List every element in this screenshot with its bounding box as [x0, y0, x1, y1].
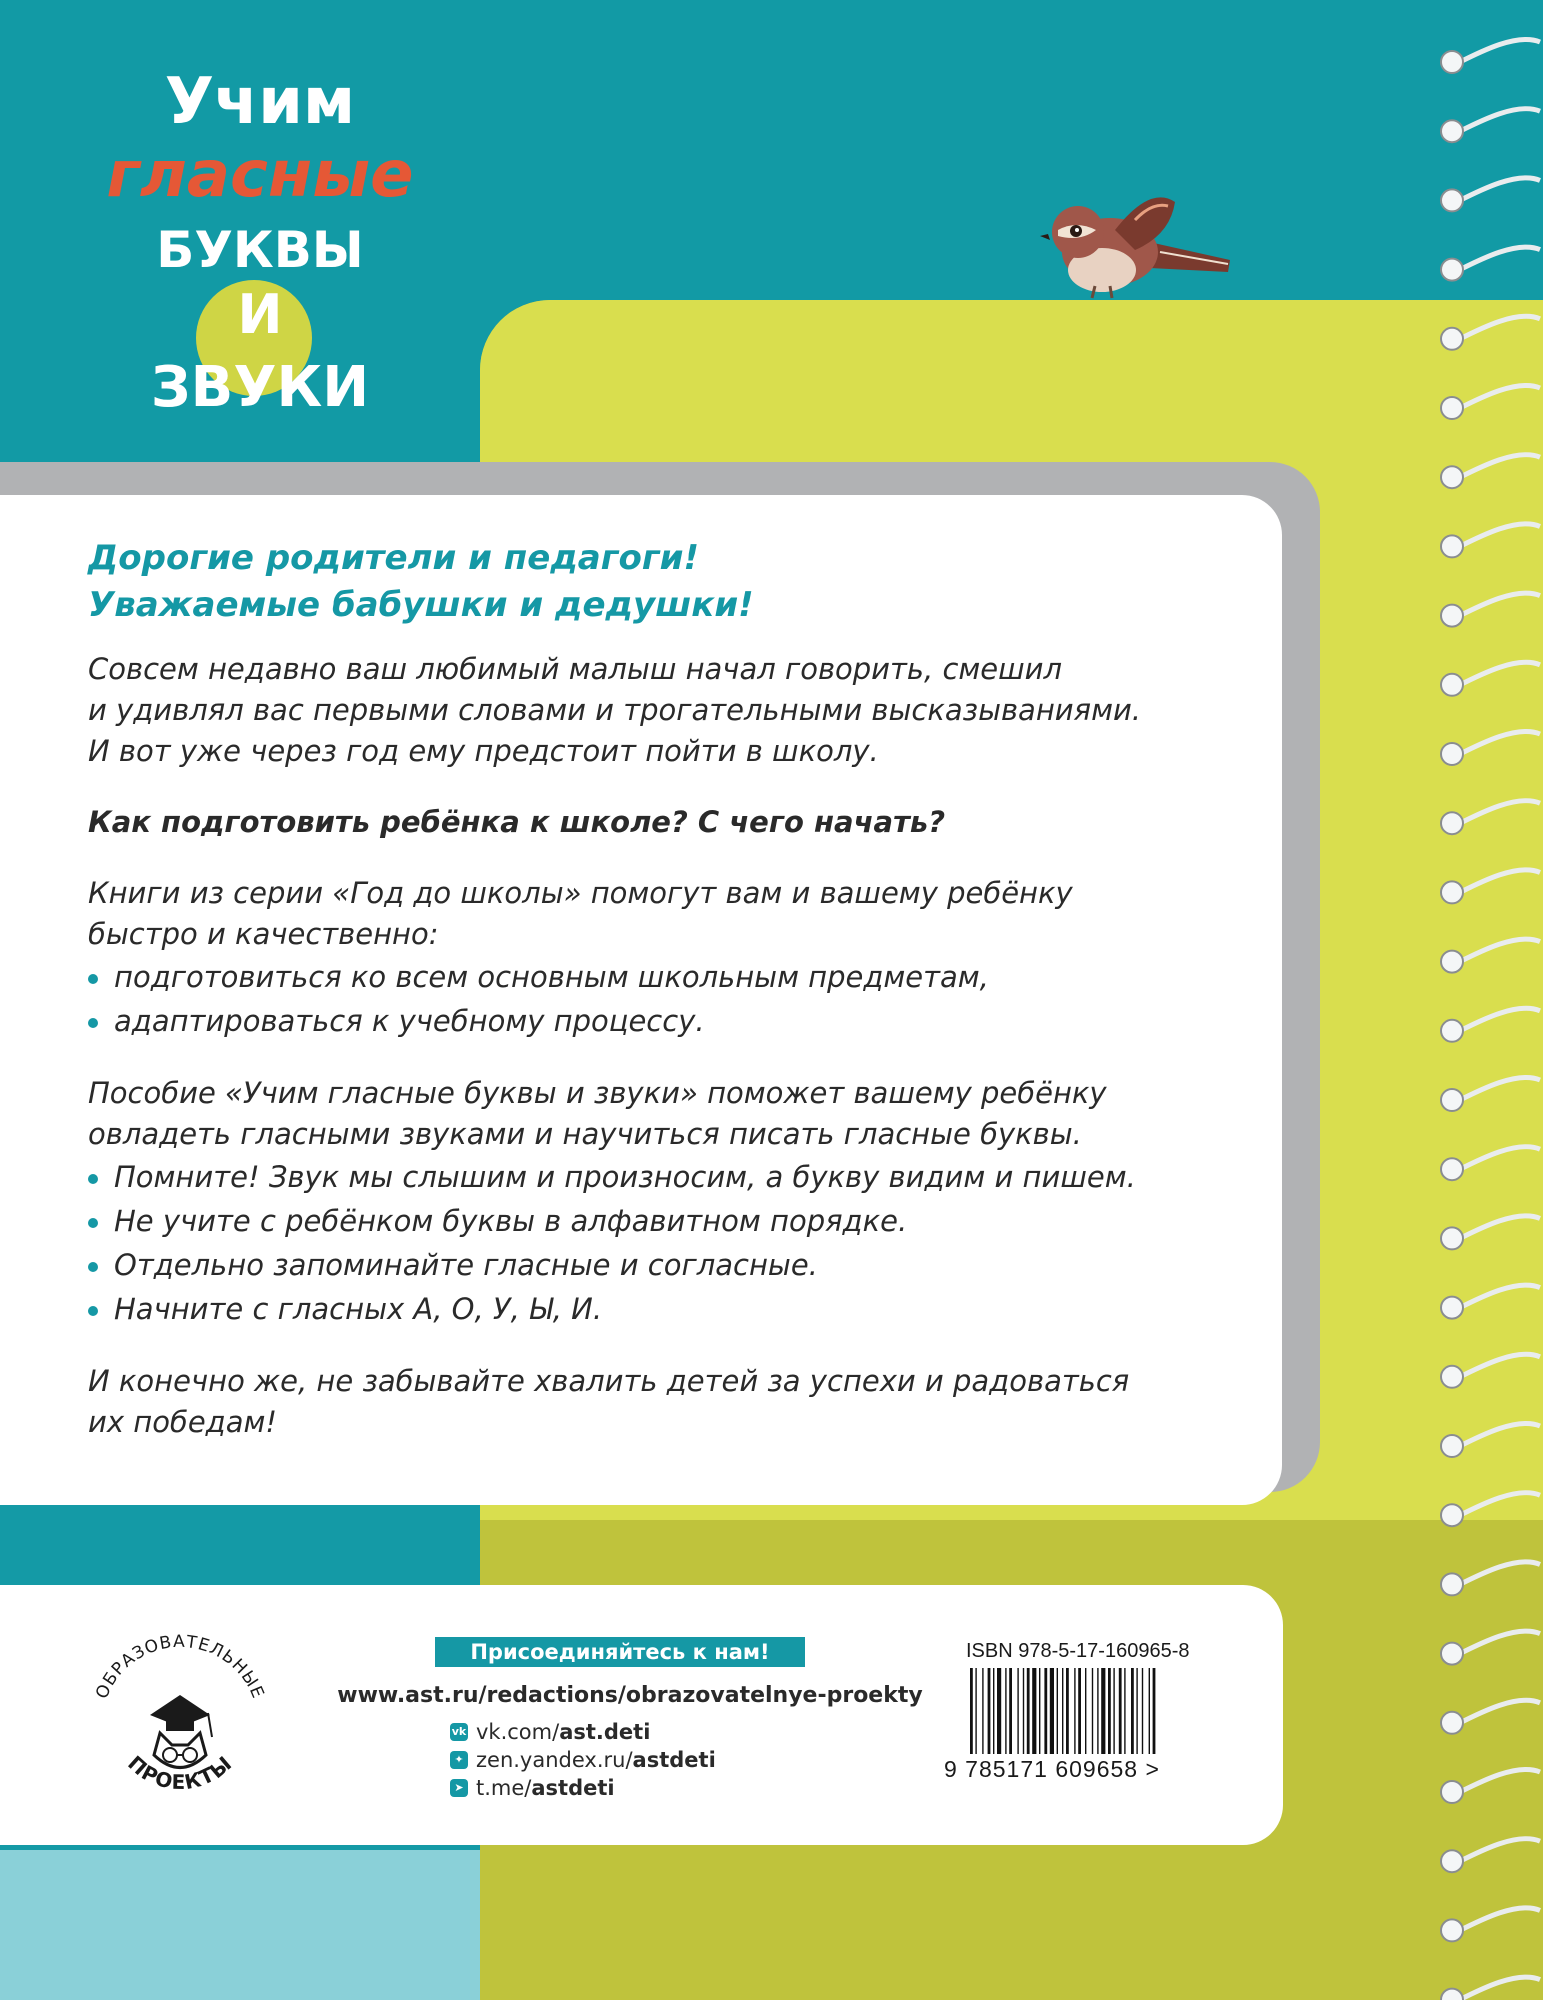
closing-line: И конечно же, не забывайте хвалить детей за успехи и радоваться	[88, 1364, 1130, 1398]
letter-text	[88, 535, 1238, 1443]
manual-line: Пособие «Учим гласные буквы и звуки» поможет вашему ребёнку	[88, 1076, 1107, 1110]
series-line: Книги из серии «Год до школы» помогут вам и вашему ребёнку	[88, 876, 1073, 910]
spiral-ring	[1441, 39, 1540, 73]
spiral-ring	[1441, 593, 1540, 627]
telegram-icon: ➤	[450, 1779, 468, 1797]
barcode-bar	[1097, 1668, 1098, 1754]
list-item: адаптироваться к учебному процессу.	[88, 999, 1238, 1043]
barcode-bar	[1092, 1668, 1093, 1754]
spiral-ring	[1441, 1769, 1540, 1803]
barcode-bar	[1039, 1668, 1040, 1754]
intro-line: Совсем недавно ваш любимый малыш начал говорить, смешил	[88, 652, 1063, 686]
tg-prefix: t.me/	[476, 1776, 532, 1800]
zen-icon: ✦	[450, 1751, 468, 1769]
spiral-ring	[1441, 1216, 1540, 1250]
spiral-ring	[1441, 178, 1540, 212]
spiral-ring	[1441, 1354, 1540, 1388]
svg-text:ОБРАЗОВАТЕЛЬНЫЕ	[92, 1632, 268, 1702]
barcode-bar	[1009, 1668, 1012, 1754]
barcode-bar	[982, 1668, 983, 1754]
barcode-bar	[1085, 1668, 1086, 1754]
barcode-bar	[1017, 1668, 1018, 1754]
barcode-bar	[1119, 1668, 1122, 1754]
spiral-ring	[1441, 1977, 1540, 2000]
barcode-bar	[1153, 1668, 1156, 1754]
barcode-bar	[988, 1668, 991, 1754]
question-heading: Как подготовить ребёнка к школе? С чего начать?	[88, 805, 946, 839]
vk-prefix: vk.com/	[476, 1720, 560, 1744]
barcode-bar	[1032, 1668, 1036, 1754]
series-line: быстро и качественно:	[88, 917, 439, 951]
barcode-bar	[1066, 1668, 1069, 1754]
spiral-ring	[1441, 801, 1540, 835]
spiral-ring	[1441, 939, 1540, 973]
closing-line: их победам!	[88, 1405, 277, 1439]
spiral-ring	[1441, 1423, 1540, 1457]
vk-icon: vk	[450, 1723, 468, 1741]
spiral-ring	[1441, 1008, 1540, 1042]
spiral-ring	[1441, 247, 1540, 281]
logo-top-text: ОБРАЗОВАТЕЛЬНЫЕ	[92, 1631, 268, 1702]
barcode-bar	[1113, 1668, 1114, 1754]
spiral-ring	[1441, 109, 1540, 143]
spiral-ring	[1441, 1839, 1540, 1873]
vk-link[interactable]	[450, 1718, 716, 1746]
barcode-bar	[993, 1668, 994, 1754]
list-item: Отдельно запоминайте гласные и согласные.	[88, 1243, 1238, 1287]
barcode	[966, 1668, 1201, 1760]
spiral-ring	[1441, 524, 1540, 558]
title-word-uchim: Учим	[164, 65, 356, 139]
spiral-binding	[1436, 0, 1543, 2000]
spiral-ring	[1441, 1147, 1540, 1181]
publisher-logo	[80, 1605, 280, 1820]
barcode-bar	[1027, 1668, 1030, 1754]
list-item: Не учите с ребёнком буквы в алфавитном порядке.	[88, 1199, 1238, 1243]
bird-illustration	[1040, 190, 1240, 310]
spiral-ring	[1441, 1562, 1540, 1596]
barcode-bar	[997, 1668, 1001, 1754]
intro-line: и удивлял вас первыми словами и трогательными высказываниями.	[88, 693, 1142, 727]
tg-handle: astdeti	[531, 1776, 615, 1800]
spiral-ring	[1441, 870, 1540, 904]
spiral-ring	[1441, 1700, 1540, 1734]
list-item: Начните с гласных А, О, У, Ы, И.	[88, 1287, 1238, 1331]
spiral-ring	[1441, 731, 1540, 765]
title-word-i: И	[237, 283, 283, 346]
zen-handle: astdeti	[632, 1748, 716, 1772]
series-bullet-list	[88, 955, 1238, 1043]
greeting-line-1: Дорогие родители и педагоги!	[88, 538, 699, 578]
list-item: Помните! Звук мы слышим и произносим, а букву видим и пишем.	[88, 1155, 1238, 1199]
isbn-label: ISBN 978-5-17-160965-8	[966, 1640, 1190, 1662]
join-banner: Присоединяйтесь к нам!	[435, 1637, 805, 1667]
barcode-bar	[1078, 1668, 1081, 1754]
barcode-bar	[1142, 1668, 1143, 1754]
tips-bullet-list	[88, 1155, 1238, 1331]
spiral-ring	[1441, 1077, 1540, 1111]
barcode-bar	[1149, 1668, 1150, 1754]
vk-handle: ast.deti	[559, 1720, 651, 1744]
intro-line: И вот уже через год ему предстоит пойти в школу.	[88, 734, 879, 768]
social-links	[450, 1718, 716, 1802]
title-word-glasnye: гласные	[106, 138, 414, 212]
title-word-zvuki: ЗВУКИ	[150, 355, 370, 420]
barcode-bar	[1124, 1668, 1125, 1754]
spiral-ring	[1441, 316, 1540, 350]
spiral-ring	[1441, 1631, 1540, 1665]
barcode-bar	[1131, 1668, 1134, 1754]
barcode-bar	[1044, 1668, 1047, 1754]
title-word-bukvy: БУКВЫ	[156, 221, 364, 279]
spiral-ring	[1441, 1285, 1540, 1319]
barcode-bar	[1101, 1668, 1105, 1754]
spiral-ring	[1441, 1908, 1540, 1942]
barcode-bar	[1005, 1668, 1006, 1754]
spiral-ring	[1441, 1493, 1540, 1527]
barcode-bar	[1062, 1668, 1063, 1754]
barcode-bar	[1057, 1668, 1058, 1754]
barcode-bar	[1136, 1668, 1137, 1754]
spiral-ring	[1441, 385, 1540, 419]
zen-prefix: zen.yandex.ru/	[476, 1748, 633, 1772]
telegram-link[interactable]	[450, 1774, 716, 1802]
light-teal-strip	[0, 1850, 480, 2000]
barcode-bar	[1023, 1668, 1024, 1754]
barcode-bar	[1074, 1668, 1075, 1754]
barcode-bar	[1050, 1668, 1054, 1754]
list-item: подготовиться ко всем основным школьным предметам,	[88, 955, 1238, 999]
barcode-number: 9 785171 609658 >	[944, 1756, 1160, 1782]
zen-link[interactable]	[450, 1746, 716, 1774]
spiral-ring	[1441, 662, 1540, 696]
greeting-line-2: Уважаемые бабушки и дедушки!	[88, 585, 754, 625]
barcode-bar	[970, 1668, 973, 1754]
spiral-ring	[1441, 455, 1540, 489]
logo-bottom-text: ПРОЕКТЫ	[123, 1750, 237, 1795]
website-link[interactable]: www.ast.ru/redactions/obrazovatelnye-proekty	[337, 1683, 923, 1708]
barcode-bar	[975, 1668, 976, 1754]
manual-line: овладеть гласными звуками и научиться писать гласные буквы.	[88, 1117, 1082, 1151]
barcode-bar	[1108, 1668, 1111, 1754]
